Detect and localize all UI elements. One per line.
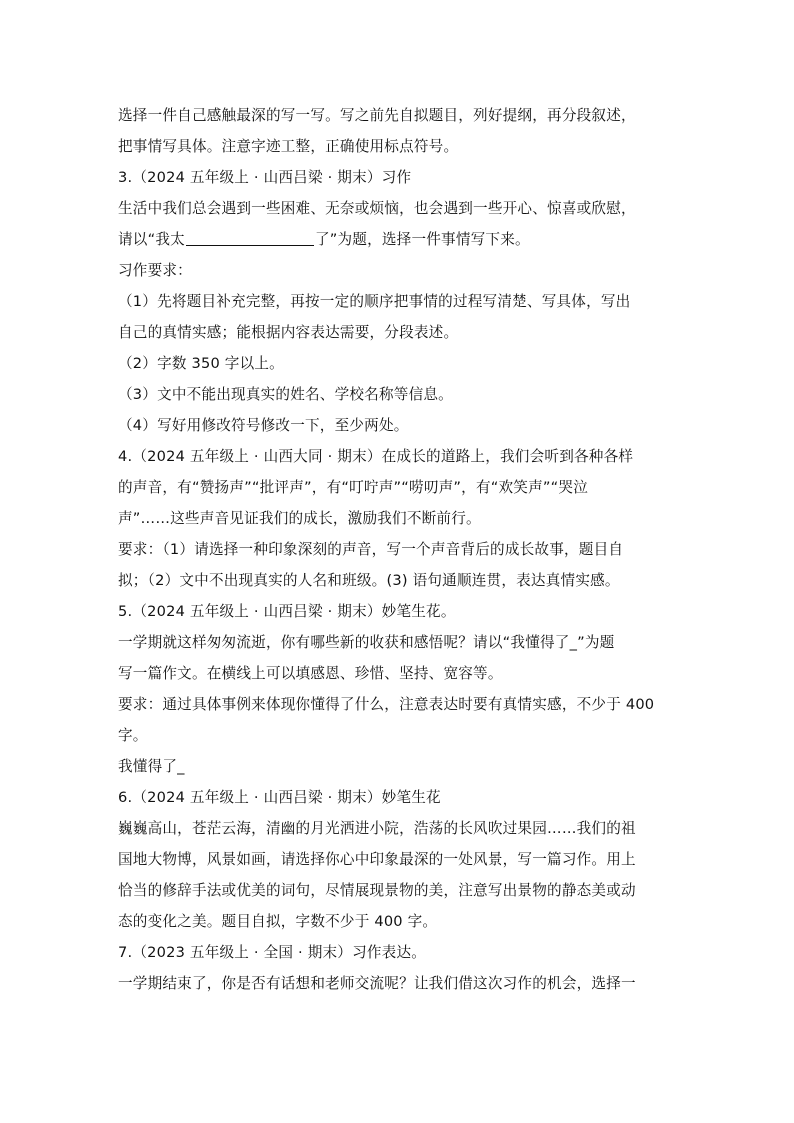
title-prompt-suffix: 了”为题，选择一件事情写下来。 bbox=[314, 231, 530, 248]
title-prompt-prefix: 请以“我太 bbox=[118, 231, 185, 248]
document-body bbox=[118, 100, 684, 999]
question-heading: 6.（2024 五年级上 · 山西吕梁 · 期末）妙笔生花 bbox=[118, 789, 441, 806]
text-line: 把事情写具体。注意字迹工整，正确使用标点符号。 bbox=[118, 138, 459, 155]
text-line: 巍巍高山，苍茫云海，清幽的月光洒进小院，浩荡的长风吹过果园……我们的祖 bbox=[118, 820, 636, 837]
text-line: 态的变化之美。题目自拟，字数不少于 400 字。 bbox=[118, 913, 438, 930]
text-line: 要求：（1）请选择一种印象深刻的声音，写一个声音背后的成长故事，题目自 bbox=[118, 541, 624, 558]
text-line: （2）字数 350 字以上。 bbox=[118, 355, 284, 372]
requirements-heading: 习作要求： bbox=[118, 262, 192, 279]
text-line: 声”……这些声音见证我们的成长，激励我们不断前行。 bbox=[118, 510, 481, 527]
text-line: 我懂得了_ bbox=[118, 758, 185, 775]
text-line: 自己的真情实感；能根据内容表达需要，分段表述。 bbox=[118, 324, 459, 341]
text-line: 选择一件自己感触最深的写一写。写之前先自拟题目，列好提纲，再分段叙述， bbox=[118, 107, 636, 124]
text-line: 恰当的修辞手法或优美的词句，尽情展现景物的美，注意写出景物的静态美或动 bbox=[118, 882, 636, 899]
text-line: 的声音，有“赞扬声”“批评声”，有“叮咛声”“唠叨声”，有“欢笑声”“哭泣 bbox=[118, 479, 589, 496]
text-line: 字。 bbox=[118, 727, 148, 744]
question-heading: 5.（2024 五年级上 · 山西吕梁 · 期末）妙笔生花。 bbox=[118, 603, 456, 620]
text-line: 生活中我们总会遇到一些困难、无奈或烦恼，也会遇到一些开心、惊喜或欣慰， bbox=[118, 200, 636, 217]
text-line: 国地大物博，风景如画，请选择你心中印象最深的一处风景，写一篇习作。用上 bbox=[118, 851, 636, 868]
fill-in-blank bbox=[186, 229, 314, 246]
question-heading: 3.（2024 五年级上 · 山西吕梁 · 期末）习作 bbox=[118, 169, 412, 186]
question-heading: 7.（2023 五年级上 · 全国 · 期末）习作表达。 bbox=[118, 944, 427, 961]
text-line: （3）文中不能出现真实的姓名、学校名称等信息。 bbox=[118, 386, 453, 403]
text-line: 写一篇作文。在横线上可以填感恩、珍惜、坚持、宽容等。 bbox=[118, 665, 503, 682]
text-line: 拟；（2）文中不出现真实的人名和班级。(3) 语句通顺连贯，表达真情实感。 bbox=[118, 572, 620, 589]
text-line: 一学期就这样匆匆流逝，你有哪些新的收获和感悟呢？请以“我懂得了_”为题 bbox=[118, 634, 615, 651]
question-heading: 4.（2024 五年级上 · 山西大同 · 期末）在成长的道路上，我们会听到各种各样 bbox=[118, 448, 634, 465]
text-line: 要求：通过具体事例来体现你懂得了什么，注意表达时要有真情实感，不少于 400 bbox=[118, 696, 655, 713]
text-line: （4）写好用修改符号修改一下，至少两处。 bbox=[118, 417, 409, 434]
text-line-with-blank bbox=[118, 224, 684, 255]
text-line: 一学期结束了，你是否有话想和老师交流呢？让我们借这次习作的机会，选择一 bbox=[118, 975, 636, 992]
text-line: （1）先将题目补充完整，再按一定的顺序把事情的过程写清楚、写具体，写出 bbox=[118, 293, 631, 310]
